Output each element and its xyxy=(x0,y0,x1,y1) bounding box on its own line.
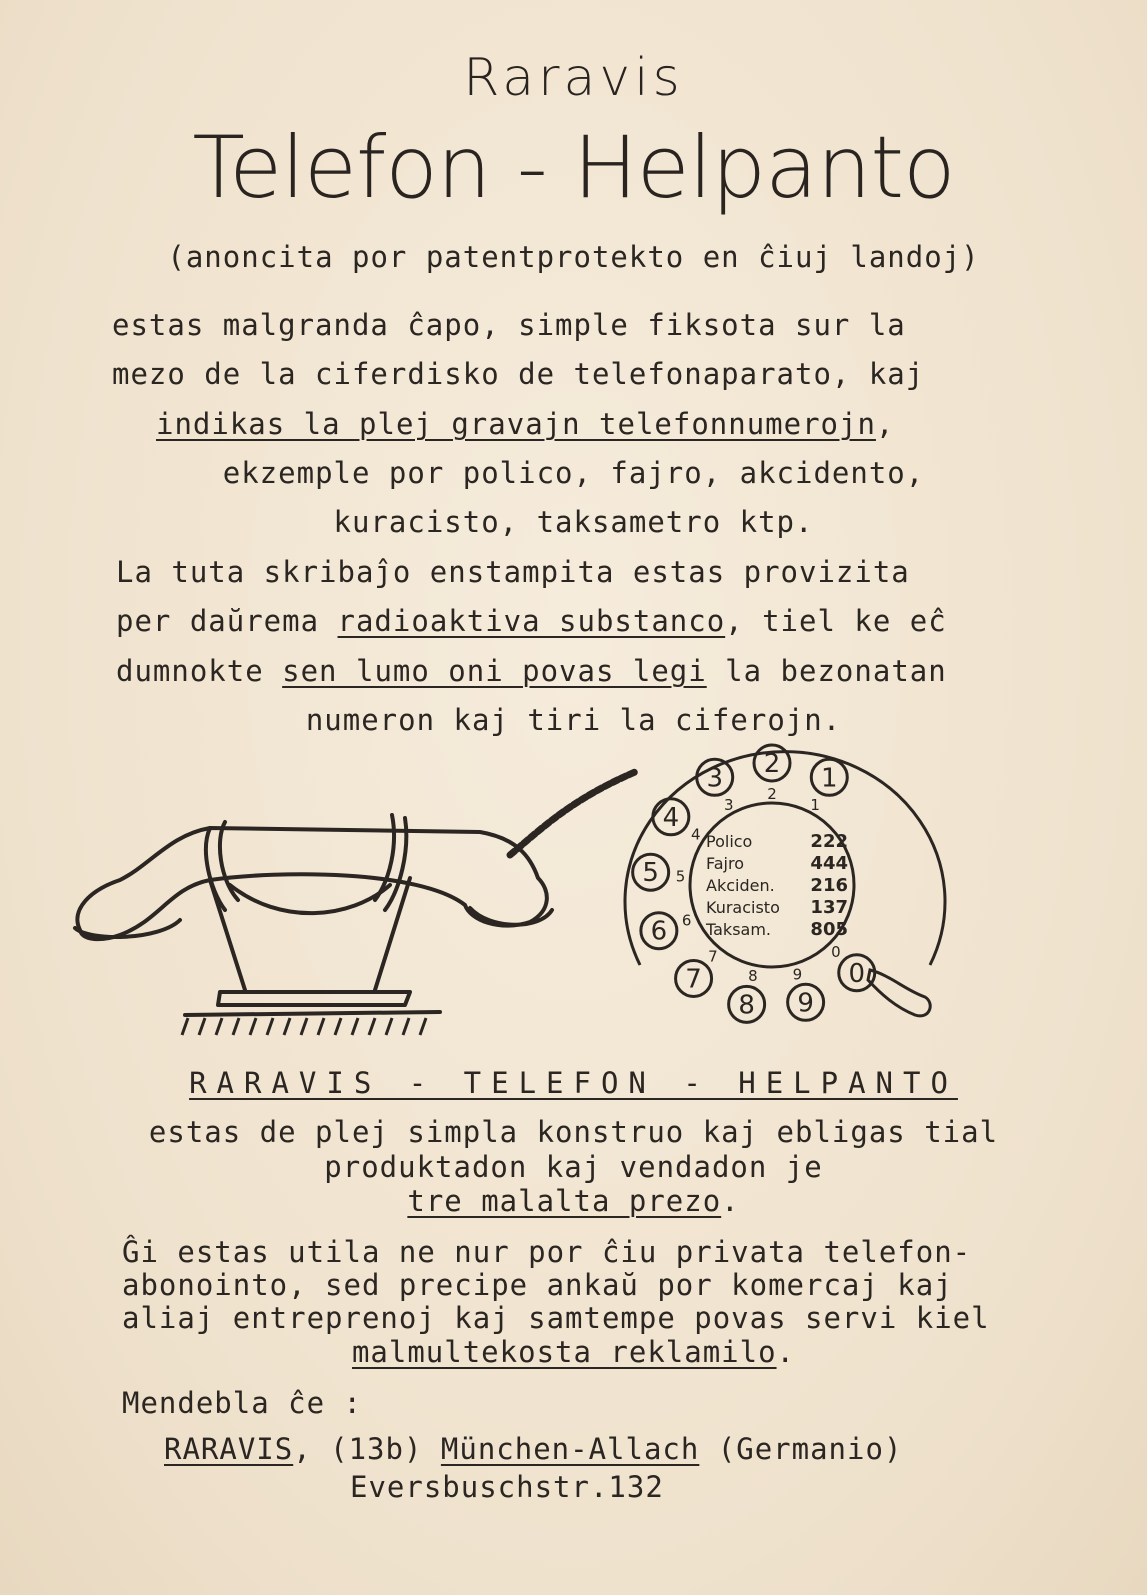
underlined-phrase: tre malalta prezo xyxy=(407,1184,722,1218)
dial-entry-number: 137 xyxy=(810,897,848,918)
order-label: Mendebla ĉe : xyxy=(122,1386,362,1420)
dial-inner-digit: 4 xyxy=(690,825,701,844)
intro-line-1: estas malgranda ĉapo, simple fiksota sur la xyxy=(112,308,906,342)
dial-inner-digit: 7 xyxy=(708,947,718,966)
intro-line-9: numeron kaj tiri la ciferojn. xyxy=(305,703,842,737)
dial-entry-label: Kuracisto xyxy=(706,898,780,917)
dial-outer-digit: 7 xyxy=(685,964,702,995)
underlined-phrase: malmultekosta reklamilo xyxy=(351,1335,777,1369)
company-name: RARAVIS xyxy=(164,1432,294,1466)
intro-line-2: mezo de la ciferdisko de telefonaparato, kaj xyxy=(112,357,925,391)
city-name: München-Allach xyxy=(440,1432,700,1466)
order-address: RARAVIS, (13b) München-Allach (Germanio) xyxy=(164,1432,903,1466)
dial-outer-digit: 4 xyxy=(662,802,680,833)
dial-inner-digit: 1 xyxy=(810,795,820,814)
intro-line-4: ekzemple por polico, fajro, akcidento, xyxy=(222,456,925,490)
dial-inner-digit: 9 xyxy=(792,965,803,984)
dial-inner-digit: 6 xyxy=(681,911,692,930)
underlined-phrase: indikas la plej gravajn telefonnumerojn xyxy=(156,407,876,441)
dial-inner-digit: 8 xyxy=(748,966,758,985)
dial-outer-ring xyxy=(625,752,945,965)
subtitle: (anoncita por patentprotekto en ĉiuj landoj) xyxy=(167,240,980,274)
dial-entry-number: 222 xyxy=(810,831,848,852)
rotary-dial xyxy=(600,735,960,1055)
section2-heading: RARAVIS - TELEFON - HELPANTO xyxy=(189,1066,958,1100)
intro-line-7: per daŭrema radioaktiva substanco, tiel ke eĉ xyxy=(116,604,947,638)
dial-inner-digit: 2 xyxy=(767,785,777,803)
dial-entry-label: Polico xyxy=(706,832,753,851)
dial-outer-digit: 9 xyxy=(797,988,814,1019)
underlined-phrase: sen lumo oni povas legi xyxy=(282,654,707,688)
dial-outer-digit: 8 xyxy=(738,990,755,1021)
section2-line-5: abonointo, sed precipe ankaŭ por komercaj kaj xyxy=(122,1268,953,1302)
dial-entry-label: Akciden. xyxy=(706,876,775,895)
dial-entry-number: 444 xyxy=(810,853,848,874)
dial-entry-label: Taksam. xyxy=(706,920,772,939)
intro-line-5: kuracisto, taksametro ktp. xyxy=(333,505,814,539)
dial-outer-digit: 6 xyxy=(650,916,668,947)
telephone-illustration xyxy=(60,760,660,1060)
section2-line-4: Ĝi estas utila ne nur por ĉiu privata telefon- xyxy=(122,1235,972,1269)
dial-inner-digit: 3 xyxy=(724,795,734,814)
section2-line-7: malmultekosta reklamilo. xyxy=(351,1335,796,1369)
section2-line-3: tre malalta prezo. xyxy=(407,1184,740,1218)
brand-title: Raravis xyxy=(463,48,684,108)
dial-outer-digit: 3 xyxy=(706,763,723,794)
dial-outer-digit: 0 xyxy=(848,958,866,989)
intro-line-6: La tuta skribaĵo enstampita estas provizita xyxy=(116,555,910,589)
product-title: Telefon - Helpanto xyxy=(192,118,955,218)
underlined-phrase: radioaktiva substanco xyxy=(337,604,726,638)
dial-inner-digit: 5 xyxy=(675,867,686,886)
intro-line-8: dumnokte sen lumo oni povas legi la bezonatan xyxy=(116,654,947,688)
intro-line-3: indikas la plej gravajn telefonnumerojn, xyxy=(156,407,895,441)
section2-line-2: produktadon kaj vendadon je xyxy=(324,1150,823,1184)
dial-inner-digit: 0 xyxy=(831,943,841,962)
street-address: Eversbuschstr.132 xyxy=(350,1470,664,1504)
section2-line-1: estas de plej simpla konstruo kaj ebligas tial xyxy=(148,1115,999,1149)
dial-outer-digit: 5 xyxy=(642,858,659,889)
section2-line-6: aliaj entreprenoj kaj samtempe povas servi kiel xyxy=(122,1301,990,1335)
dial-outer-digit: 1 xyxy=(821,763,838,794)
dial-entry-label: Fajro xyxy=(706,854,744,873)
dial-outer-digit: 2 xyxy=(763,749,781,779)
dial-entry-number: 216 xyxy=(810,875,848,896)
dial-entry-number: 805 xyxy=(810,919,848,940)
finger-stop xyxy=(868,970,930,1016)
